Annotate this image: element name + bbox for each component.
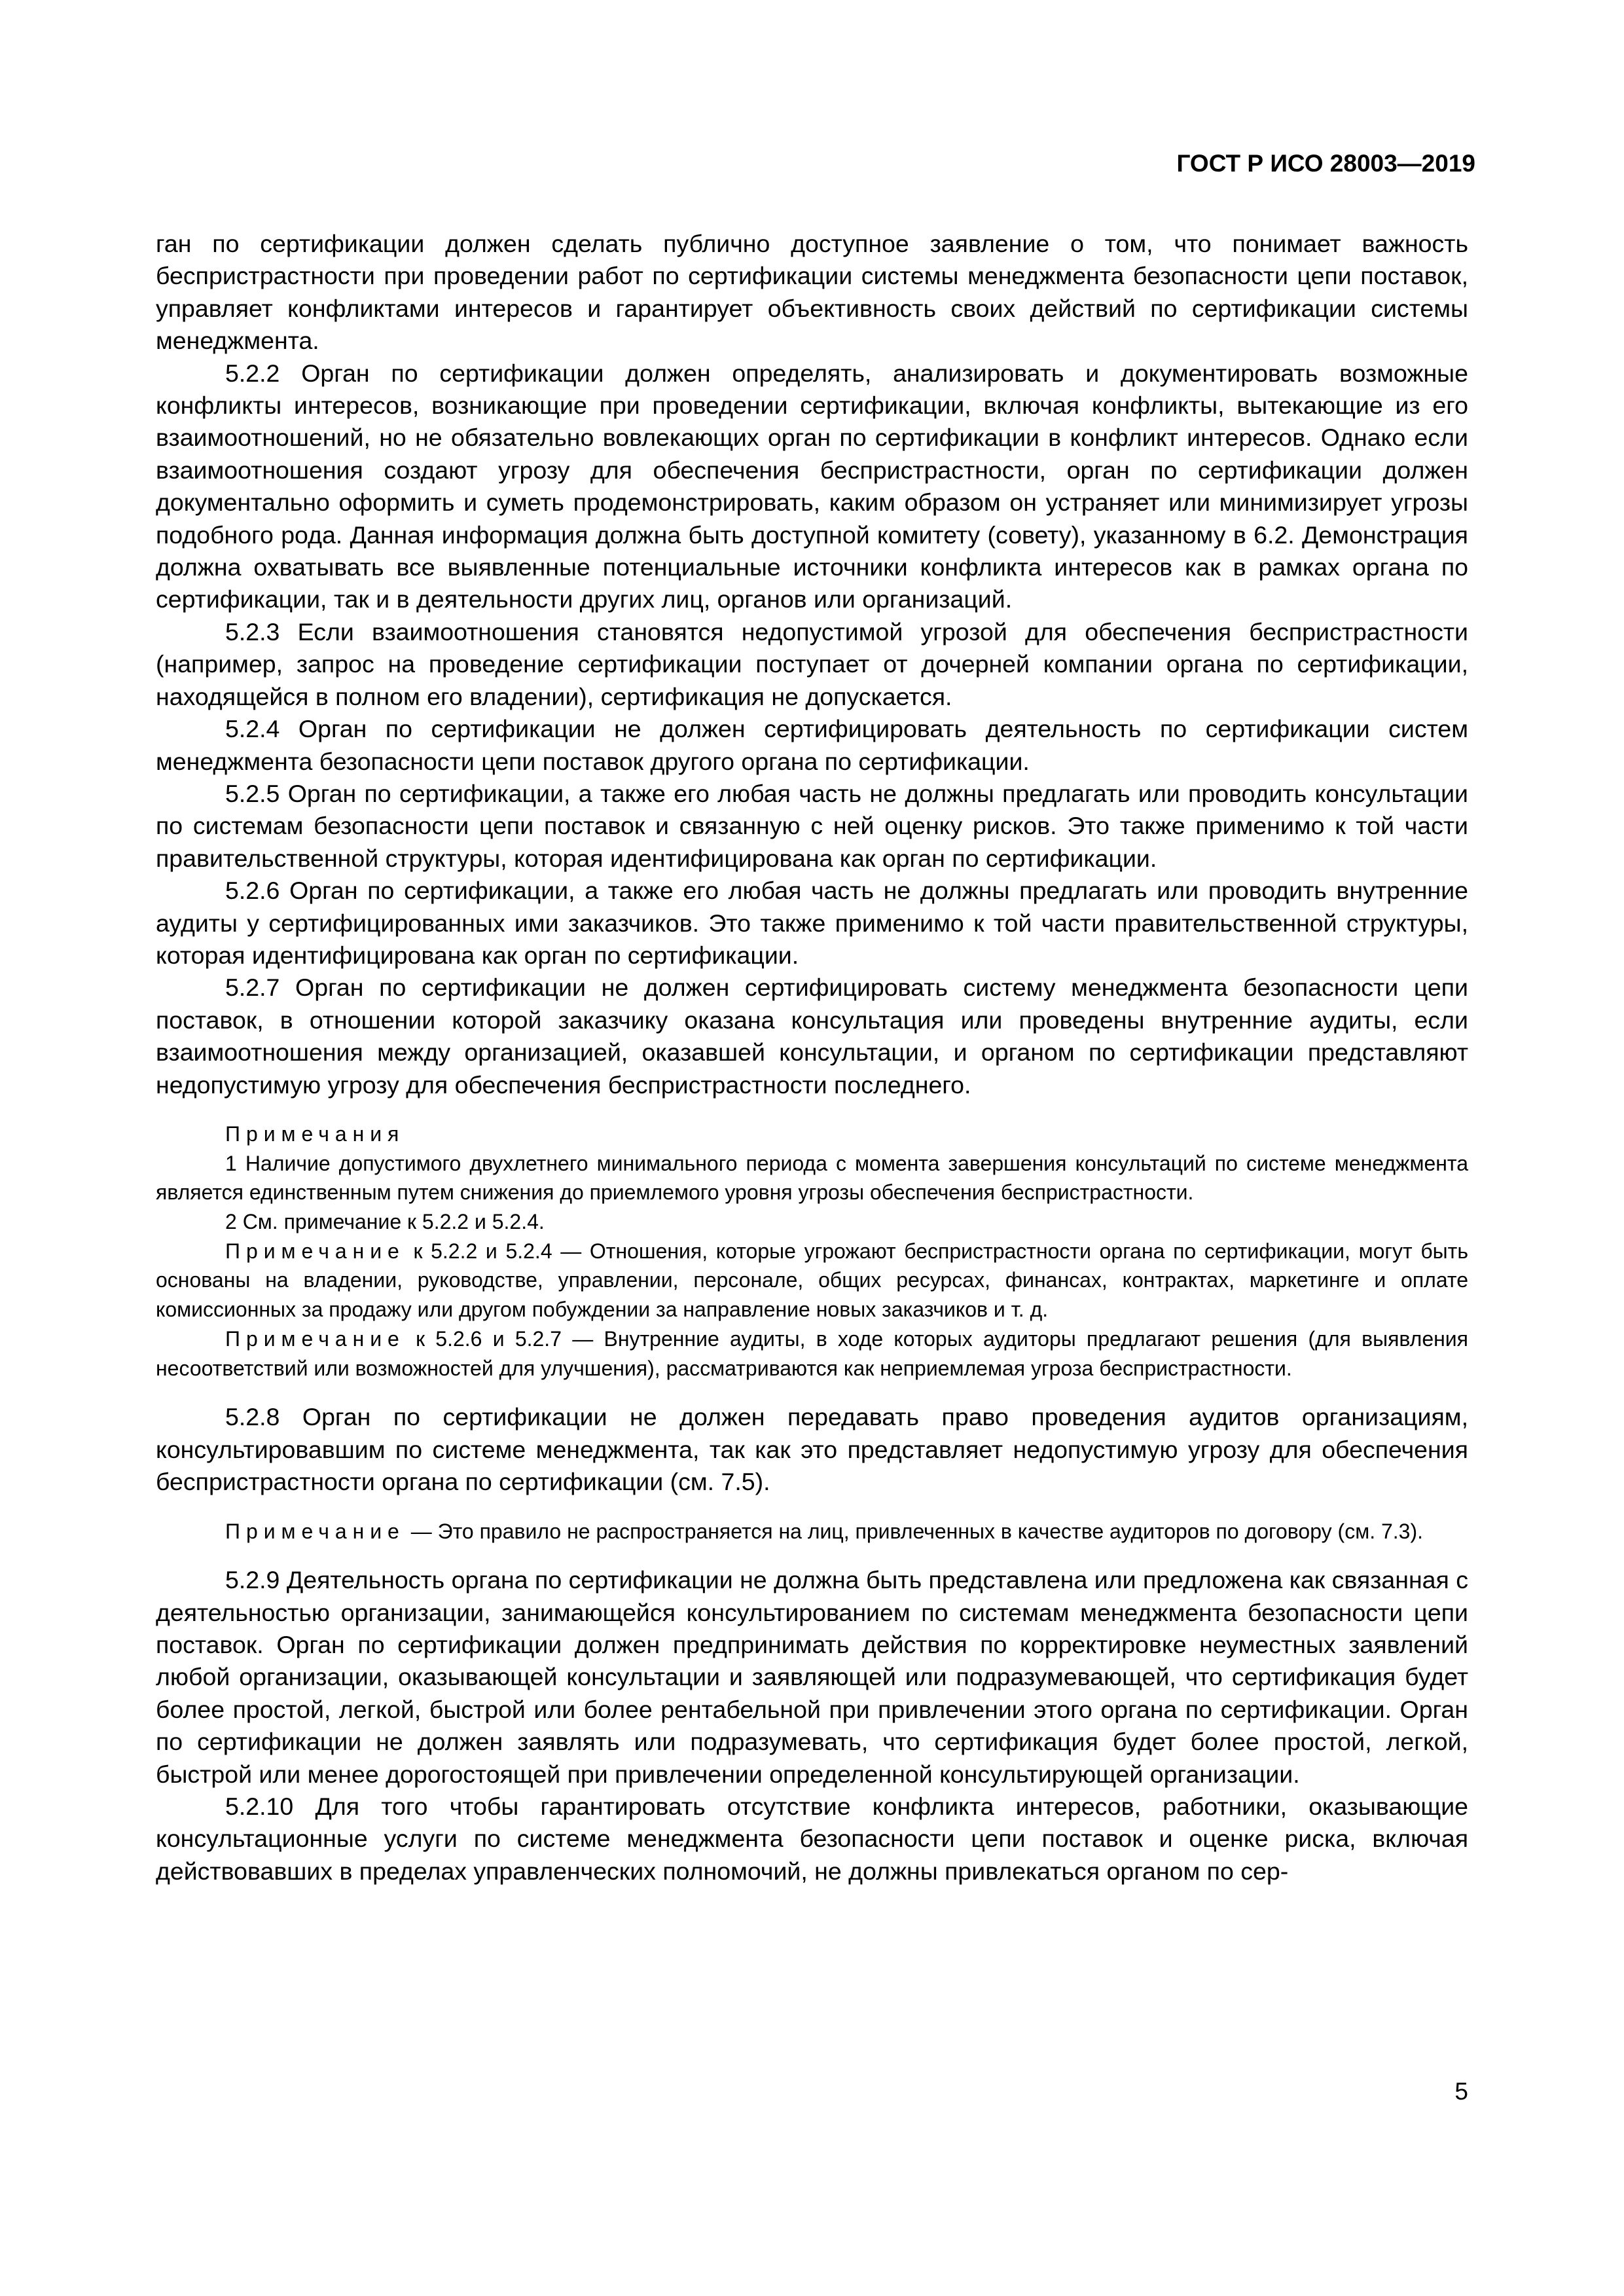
note-text: — Это правило не распространяется на лиц, привлеченных в качестве аудиторов по договору (см. 7.3). <box>405 1519 1423 1543</box>
note-1: 1 Наличие допустимого двухлетнего минимального периода с момента завершения консультаций по системе менеджмента является единственным путем снижения до приемлемого уровня угрозы обеспечения беспристрастности. <box>156 1151 1468 1205</box>
paragraph-5-2-3: 5.2.3 Если взаимоотношения становятся недопустимой угрозой для обеспечения беспристрастности (например, запрос на проведение сертификации поступает от дочерней компании органа по сертификации, находящейся в полном его владении), сертификация не допускается. <box>156 617 1468 710</box>
paragraph-5-2-4: 5.2.4 Орган по сертификации не должен сертифицировать деятельность по сертификации систем менеджмента безопасности цепи поставок другого органа по сертификации. <box>156 715 1468 775</box>
paragraph-5-2-10: 5.2.10 Для того чтобы гарантировать отсутствие конфликта интересов, работники, оказывающие консультационные услуги по системе менеджмента безопасности цепи поставок и оценке риска, включая действовавших в пределах управленческих полномочий, не должны привлекаться органом по сер- <box>156 1793 1468 1885</box>
paragraph-5-2-2: 5.2.2 Орган по сертификации должен определять, анализировать и документировать возможные конфликты интересов, возникающие при проведении сертификации, включая конфликты, вытекающие из его взаимоотношений, но не обязательно вовлекающих орган по сертификации в конфликт интересов. Однако если взаимоотношения создают угрозу для обеспечения беспристрастности, орган по сертификации должен документально оформить и суметь продемонстрировать, каким образом он устраняет или минимизирует угрозы подобного рода. Данная информация должна быть доступной комитету (совету), указанному в 6.2. Демонстрация должна охватывать все выявленные потенциальные источники конфликта интересов как в рамках органа по сертификации, так и в деятельности других лиц, органов или организаций. <box>156 359 1468 613</box>
paragraph-5-2-9: 5.2.9 Деятельность органа по сертификации не должна быть представлена или предложена как связанная с деятельностью организации, занимающейся консультированием по системам менеджмента безопасности цепи поставок. Орган по сертификации должен предпринимать действия по корректировке неуместных заявлений любой организации, оказывающей консультации и заявляющей или подразумевающей, что сертификация будет более простой, легкой, быстрой или более рентабельной при привлечении этого органа по сертификации. Орган по сертификации не должен заявлять или подразумевать, что сертификация будет более простой, легкой, быстрой или менее дорогостоящей при привлечении определенной консультирующей организации. <box>156 1566 1468 1788</box>
note-label: Примечание <box>225 1519 405 1543</box>
notes-title <box>156 1120 1468 1149</box>
note-text: к 5.2.6 и 5.2.7 — Внутренние аудиты, в ходе которых аудиторы предлагают решения (для выявления несоответствий или возможностей для улучшения), рассматриваются как неприемлемая угроза беспристрастности. <box>156 1326 1468 1380</box>
note-5-2-6 <box>156 1324 1468 1383</box>
paragraph-intro: ган по сертификации должен сделать публично доступное заявление о том, что понимает важность беспристрастности при проведении работ по сертификации системы менеджмента безопасности цепи поставок, управляет конфликтами интересов и гарантирует объективность своих действий по сертификации системы менеджмента. <box>156 230 1468 355</box>
paragraph-5-2-8: 5.2.8 Орган по сертификации не должен передавать право проведения аудитов организациям, консультировавшим по системе менеджмента, так как это представляет недопустимую угрозу для обеспечения беспристрастности органа по сертификации (см. 7.5). <box>156 1403 1468 1496</box>
note-5-2-8 <box>156 1517 1468 1546</box>
paragraph-5-2-5: 5.2.5 Орган по сертификации, а также его любая часть не должны предлагать или проводить консультации по системам безопасности цепи поставок и связанную с ней оценку рисков. Это также применимо к той части правительственной структуры, которая идентифицирована как орган по сертификации. <box>156 779 1468 872</box>
paragraph-5-2-6: 5.2.6 Орган по сертификации, а также его любая часть не должны предлагать или проводить внутренние аудиты у сертифицированных ими заказчиков. Это также применимо к той части правительственной структуры, которая идентифицирована как орган по сертификации. <box>156 877 1468 969</box>
document-header: ГОСТ Р ИСО 28003—2019 <box>1176 150 1475 177</box>
note-label: Примечание <box>225 1326 405 1351</box>
document-body <box>156 228 1468 1887</box>
note-label: Примечание <box>225 1239 405 1263</box>
notes-title-text: Примечания <box>225 1121 405 1146</box>
paragraph-5-2-7: 5.2.7 Орган по сертификации не должен сертифицировать систему менеджмента безопасности цепи поставок, в отношении которой заказчику оказана консультация или проведены внутренние аудиты, если взаимоотношения между организацией, оказавшей консультации, и органом по сертификации представляют недопустимую угрозу для обеспечения беспристрастности последнего. <box>156 974 1468 1099</box>
page-number: 5 <box>1454 2078 1468 2105</box>
note-text: к 5.2.2 и 5.2.4 — Отношения, которые угрожают беспристрастности органа по сертификации, могут быть основаны на владении, руководстве, управлении, персонале, общих ресурсах, финансах, контрактах, маркетинге и оплате комиссионных за продажу или другом побуждении за направление новых заказчиков и т. д. <box>156 1239 1468 1322</box>
note-5-2-2 <box>156 1237 1468 1324</box>
note-2: 2 См. примечание к 5.2.2 и 5.2.4. <box>225 1210 545 1234</box>
